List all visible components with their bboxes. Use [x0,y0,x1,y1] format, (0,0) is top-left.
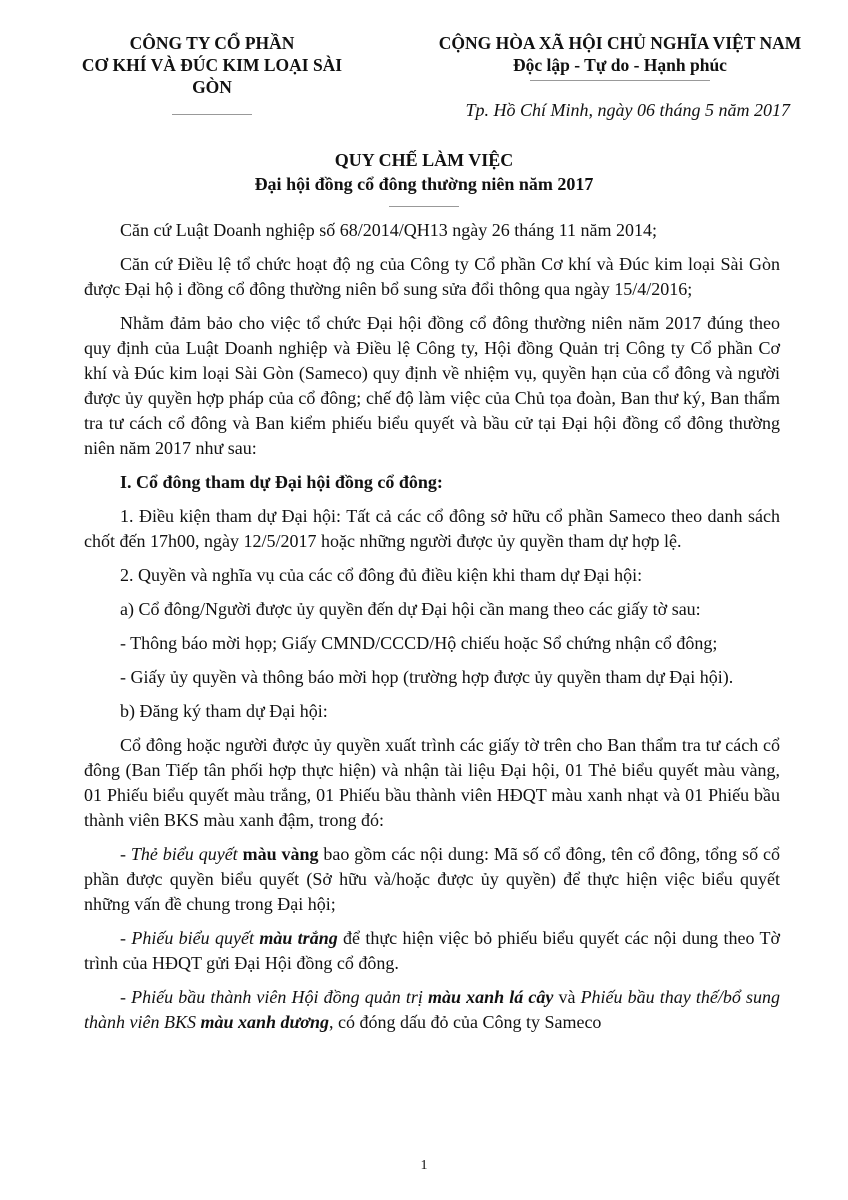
italic-text: Phiếu bầu thay thế/bổ sung thành viên BKS [84,987,780,1032]
paragraph-documents-required: a) Cổ đông/Người được ủy quyền đến dự Đại hội cần mang theo các giấy tờ sau: [120,599,701,619]
dash: - [120,987,132,1007]
text: , có đóng dấu đỏ của Công ty Sameco [328,1012,602,1032]
text: để thực hiện việc bỏ phiếu biểu quyết các nội dung theo Tờ trình của HĐQT gửi Đại Hội đồng cổ đông. [84,928,780,973]
nation-line-1: CỘNG HÒA XÃ HỘI CHỦ NGHĨA VIỆT NAM [438,33,802,53]
page-number: 1 [420,1158,428,1173]
dash: - [120,844,131,864]
company-divider [172,114,252,115]
text: bao gồm các nội dung: Mã số cổ đông, tên cổ đông, tổng số cổ phần được quyền biểu quyết (Sở hữu và/hoặc được ủy quyền) để thực hiện việc biểu quyết những vấn đề chung trong Đại hội; [84,844,780,914]
bold-text: màu xanh dương [200,1012,329,1032]
company-header [62,32,362,115]
title-line-2: Đại hội đồng cổ đông thường niên năm 2017 [254,174,594,194]
paragraph-registration-detail: Cổ đông hoặc người được ủy quyền xuất trình các giấy tờ trên cho Ban thẩm tra tư cách cổ đông (Ban Tiếp tân phối hợp thực hiện) và nhận tài liệu Đại hội, 01 Thẻ biểu quyết màu vàng, 01 Phiếu biểu quyết màu trắng, 01 Phiếu bầu thành viên HĐQT màu xanh nhạt và 01 Phiếu bầu thành viên BKS màu xanh đậm, trong đó: [84,735,780,830]
text: và [553,987,581,1007]
bold-text: màu vàng [242,844,319,864]
italic-text: Thẻ biểu quyết [130,844,243,864]
document-date: Tp. Hồ Chí Minh, ngày 06 tháng 5 năm 2017 [465,100,790,120]
list-item-yellow-card [84,842,780,917]
title-divider [389,206,459,207]
bold-text: màu trắng [259,928,338,948]
list-item-invitation: - Thông báo mời họp; Giấy CMND/CCCD/Hộ chiếu hoặc Sổ chứng nhận cổ đông; [120,633,718,653]
document-title [0,148,848,207]
company-line-1: CÔNG TY CỔ PHẦN [129,33,295,53]
company-line-2: CƠ KHÍ VÀ ĐÚC KIM LOẠI SÀI GÒN [81,55,343,97]
paragraph-legal-basis-2: Căn cứ Điều lệ tổ chức hoạt độ ng của Công ty Cổ phần Cơ khí và Đúc kim loại Sài Gòn được Đại hộ i đồng cổ đông thường niên bổ sung sửa đổi thông qua ngày 15/4/2016; [84,254,780,299]
section-heading-1: I. Cổ đông tham dự Đại hội đồng cổ đông: [120,472,443,492]
paragraph-purpose: Nhằm đảm bảo cho việc tổ chức Đại hội đồng cổ đông thường niên năm 2017 đúng theo quy định của Luật Doanh nghiệp và Điều lệ Công ty, Hội đồng Quản trị Công ty Cổ phần Cơ khí và Đúc kim loại Sài Gòn (Sameco) quy định về nhiệm vụ, quyền hạn của cổ đông và người được ủy quyền hợp pháp của cổ đông; chế độ làm việc của Chủ tọa đoàn, Ban thư ký, Ban thẩm tra tư cách cổ đông và Ban kiểm phiếu biểu quyết và bầu cử tại Đại hội đồng cổ đông thường niên năm 2017 như sau: [84,313,780,458]
list-item-green-blue-ballot [84,985,780,1035]
italic-text: Phiếu bầu thành viên Hội đồng quản trị [131,987,428,1007]
nation-motto: Độc lập - Tự do - Hạnh phúc [513,55,727,75]
title-line-1: QUY CHẾ LÀM VIỆC [334,150,514,170]
bold-text: màu xanh lá cây [427,987,554,1007]
list-item-authorization: - Giấy ủy quyền và thông báo mời họp (trường hợp được ủy quyền tham dự Đại hội). [120,667,734,687]
nation-divider [530,80,710,81]
list-item-white-ballot [84,926,780,976]
italic-text: Phiếu biểu quyết [131,928,260,948]
paragraph-attendance-conditions: 1. Điều kiện tham dự Đại hội: Tất cả các cổ đông sở hữu cổ phần Sameco theo danh sách chốt đến 17h00, ngày 12/5/2017 hoặc những người được ủy quyền tham dự hợp lệ. [84,506,780,551]
dash: - [120,928,132,948]
document-body [84,218,780,1044]
paragraph-registration: b) Đăng ký tham dự Đại hội: [120,701,328,721]
paragraph-legal-basis-1: Căn cứ Luật Doanh nghiệp số 68/2014/QH13 ngày 26 tháng 11 năm 2014; [120,220,658,240]
nation-header [420,32,820,81]
paragraph-rights-duties: 2. Quyền và nghĩa vụ của các cổ đông đủ điều kiện khi tham dự Đại hội: [120,565,643,585]
